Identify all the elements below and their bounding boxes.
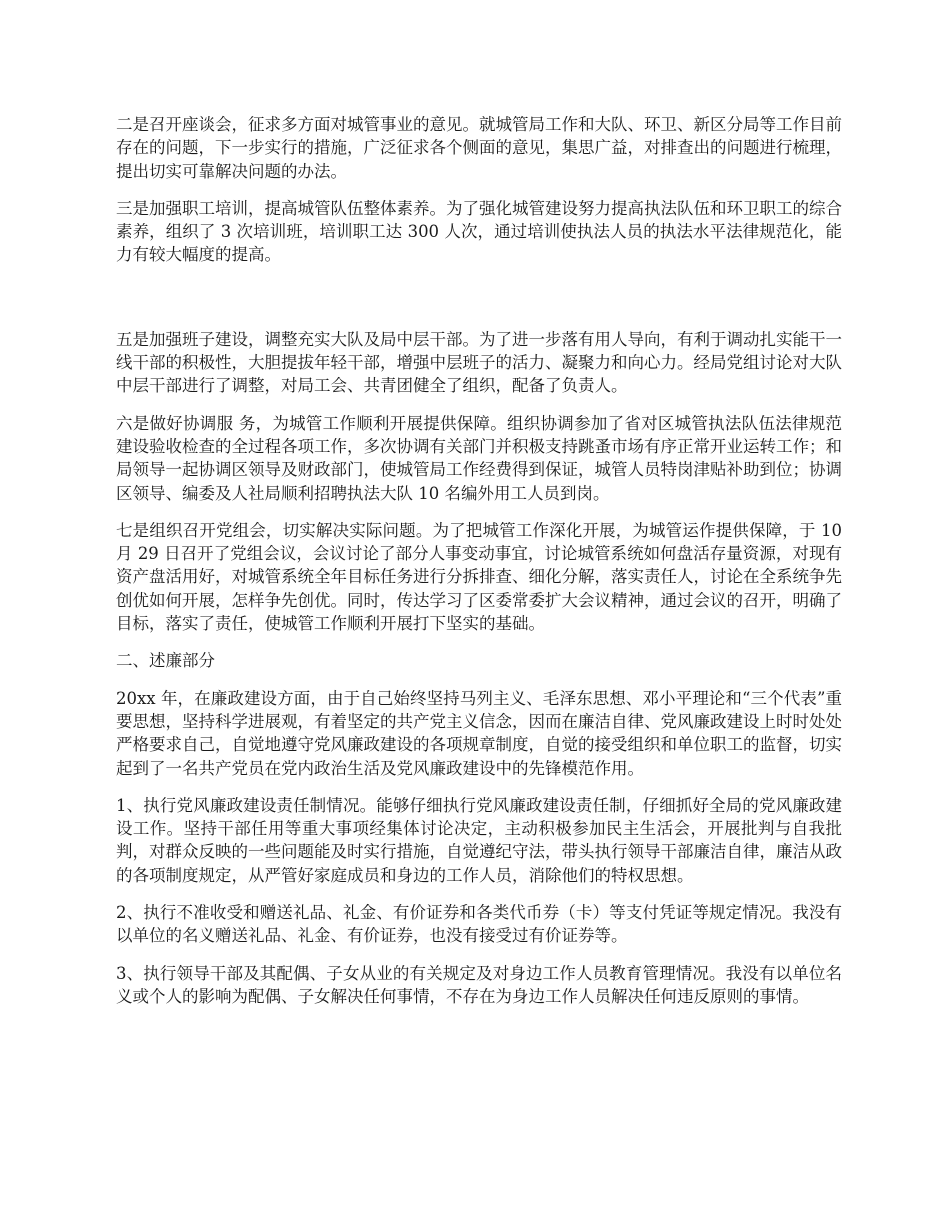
section-heading-integrity: 二、述廉部分	[116, 651, 215, 671]
blank-gap	[116, 281, 842, 328]
paragraph-integrity-intro: 20xx 年，在廉政建设方面，由于自己始终坚持马列主义、毛泽东思想、邓小平理论和“三个代表”重要思想，坚持科学进展观，有着坚定的共产党主义信念，因而在廉洁自律、党风廉政建设上时时处处严格要求自己，自觉地遵守党风廉政建设的各项规章制度，自觉的接受组织和单位职工的监督，切实起到了一名共产党员在党内政治生活及党风廉政建设中的先锋模范作用。	[116, 688, 842, 778]
paragraph-point-five: 五是加强班子建设，调整充实大队及局中层干部。为了进一步落有用人导向，有利于调动扎实能干一线干部的积极性，大胆提拔年轻干部，增强中层班子的活力、凝聚力和向心力。经局党组讨论对大队中层干部进行了调整，对局工会、共青团健全了组织，配备了负责人。	[116, 329, 842, 396]
document-body	[116, 113, 842, 1022]
paragraph-item-three: 3、执行领导干部及其配偶、子女从业的有关规定及对身边工作人员教育管理情况。我没有以单位名义或个人的影响为配偶、子女解决任何事情，不存在为身边工作人员解决任何违反原则的事情。	[116, 963, 842, 1006]
paragraph-point-seven: 七是组织召开党组会，切实解决实际问题。为了把城管工作深化开展，为城管运作提供保障，于 10 月 29 日召开了党组会议，会议讨论了部分人事变动事宜，讨论城管系统如何盘活存量资源，对现有资产盘活用好，对城管系统全年目标任务进行分拆排查、细化分解，落实责任人，讨论在全系统争先创优如何开展，怎样争先创优。同时，传达学习了区委常委扩大会议精神，通过会议的召开，明确了目标，落实了责任，使城管工作顺利开展打下坚实的基础。	[116, 520, 842, 634]
paragraph-item-two: 2、执行不准收受和赠送礼品、礼金、有价证券和各类代币券（卡）等支付凭证等规定情况。我没有以单位的名义赠送礼品、礼金、有价证券，也没有接受过有价证券等。	[116, 903, 842, 946]
paragraph-item-one: 1、执行党风廉政建设责任制情况。能够仔细执行党风廉政建设责任制，仔细抓好全局的党风廉政建设工作。坚持干部任用等重大事项经集体讨论决定，主动积极参加民主生活会，开展批判与自我批判，对群众反映的一些问题能及时实行措施，自觉遵纪守法，带头执行领导干部廉洁自律，廉洁从政的各项制度规定，从严管好家庭成员和身边的工作人员，消除他们的特权思想。	[116, 795, 842, 885]
paragraph-point-three: 三是加强职工培训，提高城管队伍整体素养。为了强化城管建设努力提高执法队伍和环卫职工的综合素养，组织了 3 次培训班，培训职工达 300 人次，通过培训使执法人员的执法水平法律规范化，能力有较大幅度的提高。	[116, 198, 842, 265]
paragraph-point-two: 二是召开座谈会，征求多方面对城管事业的意见。就城管局工作和大队、环卫、新区分局等工作目前存在的问题，下一步实行的措施，广泛征求各个侧面的意见，集思广益，对排查出的问题进行梳理，提出切实可靠解决问题的办法。	[116, 115, 842, 181]
paragraph-point-six: 六是做好协调服 务，为城管工作顺利开展提供保障。组织协调参加了省对区城管执法队伍法律规范建设验收检查的全过程各项工作，多次协调有关部门并积极支持跳蚤市场有序正常开业运转工作；和局领导一起协调区领导及财政部门，使城管局工作经费得到保证，城管人员特岗津贴补助到位；协调区领导、编委及人社局顺利招聘执法大队 10 名编外用工人员到岗。	[116, 413, 842, 503]
